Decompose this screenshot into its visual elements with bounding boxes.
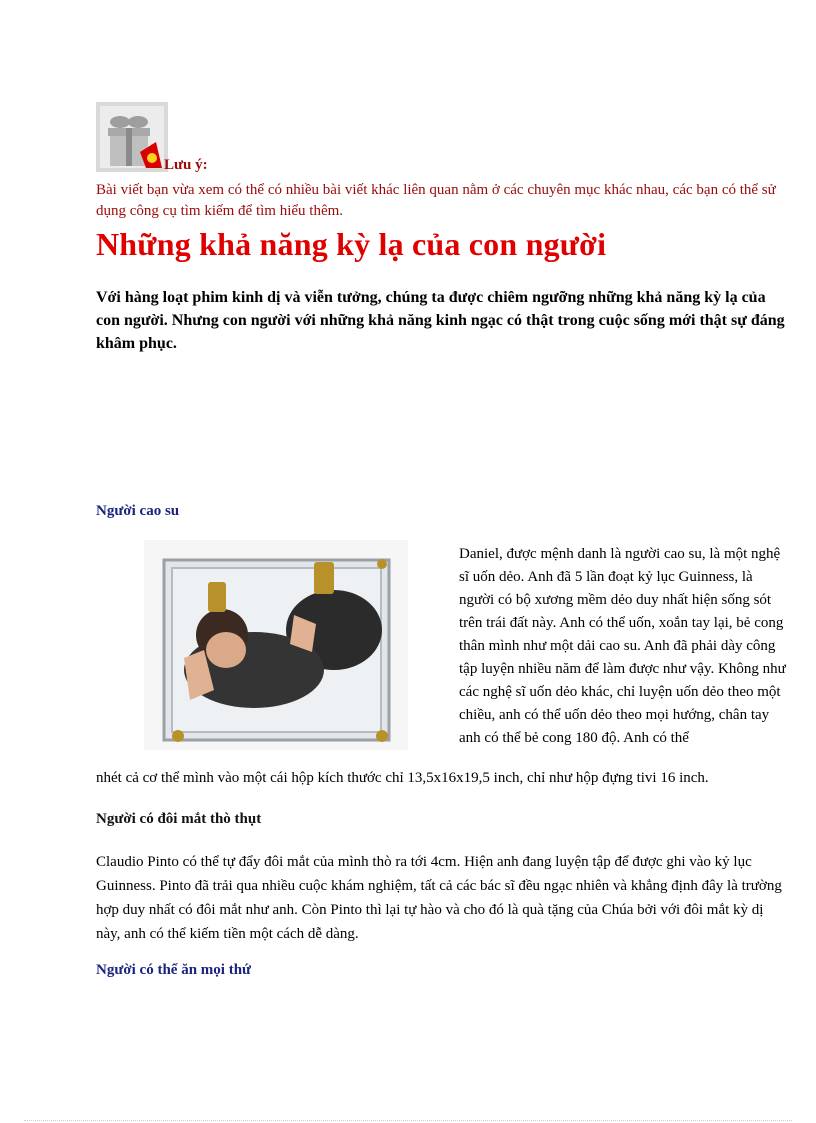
page-bottom-rule <box>24 1120 792 1121</box>
note-text: Bài viết bạn vừa xem có thể có nhiều bài viết khác liên quan nằm ở các chuyên mục khác nhau, các bạn có thể sử dụng công cụ tìm kiếm để tìm hiểu thêm. <box>96 182 776 219</box>
rubber-man-in-box-photo <box>144 540 408 750</box>
article-intro: Với hàng loạt phim kinh dị và viễn tưởng, chúng ta được chiêm ngưỡng những khả năng kỳ lạ của con người. Nhưng con người với những khả năng kinh ngạc có thật trong cuộc sống mới thật sự đáng khâm phục. <box>96 289 785 352</box>
note-title: Lưu ý: <box>164 157 208 173</box>
eyes-text: Claudio Pinto có thể tự đẩy đôi mắt của mình thò ra tới 4cm. Hiện anh đang luyện tập để được ghi vào kỷ lục Guinness. Pinto đã trải qua nhiều cuộc khám nghiệm, tất cả các bác sĩ đều ngạc nhiên và khẳng định đây là trường hợp duy nhất có đôi mắt như anh. Còn Pinto thì lại tự hào và cho đó là quà tặng của Chúa bởi với đôi mắt kỳ dị này, anh có thể kiếm tiền một cách dễ dàng. <box>96 854 782 942</box>
article-title: Những khả năng kỳ lạ của con người <box>96 226 607 262</box>
rubber-man-text: Daniel, được mệnh danh là người cao su, là một nghệ sĩ uốn dẻo. Anh đã 5 lần đoạt kỷ lục Guinness, là người có bộ xương mềm dẻo duy nhất hiện sống sót trên trái đất này. Anh có thể uốn, xoắn tay lại, bẻ cong thân mình như một dải cao su. Anh đã phải dày công tập luyện nhiều năm để làm được như vậy. Không như các nghệ sĩ uốn dẻo khác, chỉ luyện uốn dẻo theo một chiều, anh có thể uốn dẻo theo mọi hướng, chân tay anh có thể bẻ cong 180 độ. Anh có thể <box>459 546 786 746</box>
rubber-man-text-continued: nhét cả cơ thể mình vào một cái hộp kích thước chỉ 13,5x16x19,5 inch, chỉ như hộp đựng tivi 16 inch. <box>96 770 709 786</box>
section-heading-rubber-man: Người cao su <box>96 503 180 519</box>
section-heading-eat-anything: Người có thể ăn mọi thứ <box>96 962 252 978</box>
section-heading-eyes: Người có đôi mắt thò thụt <box>96 811 262 827</box>
gift-box-logo-icon <box>96 102 168 172</box>
